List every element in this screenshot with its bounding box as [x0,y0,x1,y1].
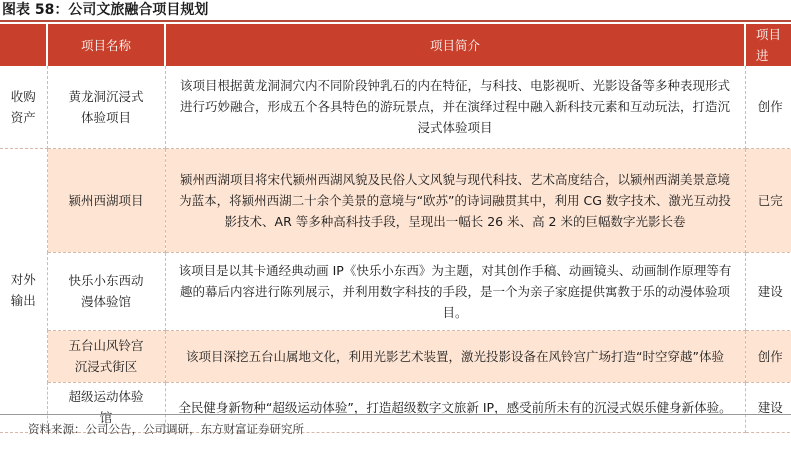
footer-divider [0,414,791,415]
project-name: 颍州西湖项目 [47,148,165,252]
header-project-status: 项目进 [745,24,791,66]
group-label-external: 对外 输出 [0,148,47,432]
table-header-row [0,24,791,66]
project-name: 五台山风铃宫 沉浸式街区 [47,330,165,382]
project-status: 建设 [745,252,791,330]
project-desc: 全民健身新物种“超级运动体验”，打造超级数字文旅新 IP，感受前所未有的沉浸式娱乐健身新体验。 [165,382,745,432]
source-note: 资料来源：公司公告，公司调研，东方财富证券研究所 [28,422,304,436]
project-table [0,24,791,433]
project-desc: 该项目根据黄龙洞洞穴内不同阶段钟乳石的内在特征，与科技、电影视听、光影设备等多种表现形式进行巧妙融合，形成五个各具特色的游玩景点，并在演绎过程中融入新科技元素和互动玩法，打造沉浸式体验项目 [165,66,745,148]
project-desc: 颍州西湖项目将宋代颍州西湖风貌及民俗人文风貌与现代科技、艺术高度结合，以颍州西湖美景意境为蓝本，将颍州西湖二十余个美景的意境与“欧苏”的诗词融贯其中，利用 CG 数字技术、激光互动投影技术、AR 等多种高科技手段，呈现出一幅长 26 米、高 2 米的巨幅数字光影长卷 [165,148,745,252]
project-name: 黄龙洞沉浸式 体验项目 [47,66,165,148]
project-status: 建设 [745,382,791,432]
project-status: 已完 [745,148,791,252]
header-category [0,24,47,66]
project-desc: 该项目是以其卡通经典动画 IP《快乐小东西》为主题，对其创作手稿、动画镜头、动画制作原理等有趣的幕后内容进行陈列展示，并利用数字科技的手段，是一个为亲子家庭提供寓教于乐的动漫体验项目。 [165,252,745,330]
table-row [0,148,791,252]
table-row [0,330,791,382]
project-name: 快乐小东西动 漫体验馆 [47,252,165,330]
project-name: 超级运动体验 馆 [47,382,165,432]
project-desc: 该项目深挖五台山属地文化，利用光影艺术装置，激光投影设备在风铃宫广场打造“时空穿越”体验 [165,330,745,382]
header-project-name: 项目名称 [47,24,165,66]
project-status: 创作 [745,66,791,148]
table-row [0,252,791,330]
group-label-acquired: 收购 资产 [0,66,47,148]
table-row [0,66,791,148]
figure-title: 图表 58：公司文旅融合项目规划 [0,0,791,22]
project-status: 创作 [745,330,791,382]
header-project-desc: 项目简介 [165,24,745,66]
